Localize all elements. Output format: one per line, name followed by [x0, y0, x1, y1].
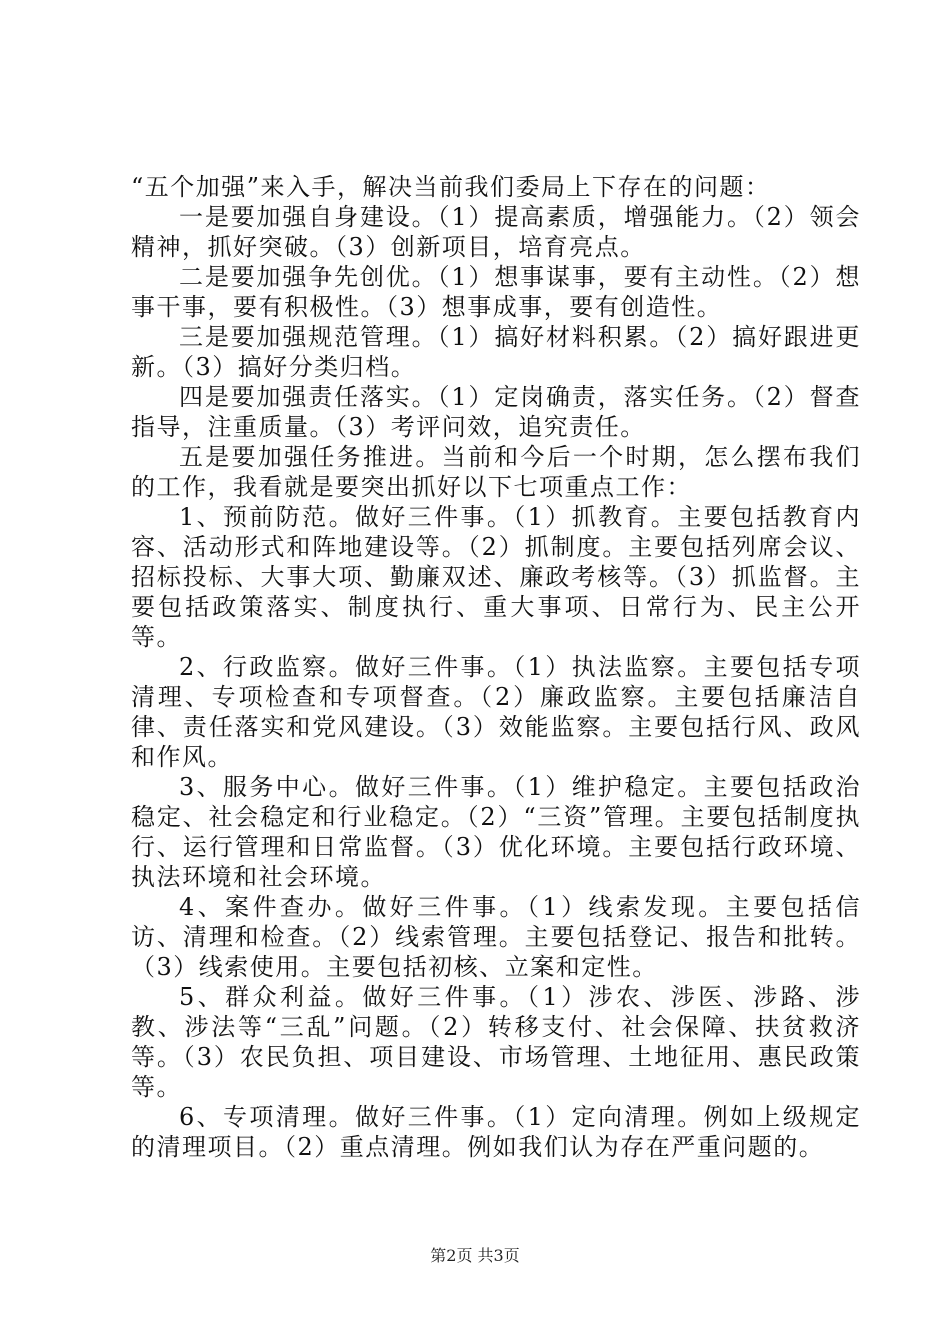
paragraph: 5、群众利益。做好三件事。（1）涉农、涉医、涉路、涉教、涉法等“三乱”问题。（2）转移支付、社会保障、扶贫救济等。（3）农民负担、项目建设、市场管理、土地征用、惠民政策等。 — [131, 983, 861, 1101]
paragraph: 3、服务中心。做好三件事。（1）维护稳定。主要包括政治稳定、社会稳定和行业稳定。（2）“三资”管理。主要包括制度执行、运行管理和日常监督。（3）优化环境。主要包括行政环境、执法环境和社会环境。 — [131, 773, 861, 891]
paragraph: 4、案件查办。做好三件事。（1）线索发现。主要包括信访、清理和检查。（2）线索管理。主要包括登记、报告和批转。（3）线索使用。主要包括初核、立案和定性。 — [131, 893, 861, 981]
paragraph: 2、行政监察。做好三件事。（1）执法监察。主要包括专项清理、专项检查和专项督查。（2）廉政监察。主要包括廉洁自律、责任落实和党风建设。（3）效能监察。主要包括行风、政风和作风。 — [131, 653, 861, 771]
page-footer: 第2页 共3页 — [430, 1246, 520, 1265]
paragraph: 1、预前防范。做好三件事。（1）抓教育。主要包括教育内容、活动形式和阵地建设等。（2）抓制度。主要包括列席会议、招标投标、大事大项、勤廉双述、廉政考核等。（3）抓监督。主要包括政策落实、制度执行、重大事项、日常行为、民主公开等。 — [131, 503, 861, 651]
paragraph: 四是要加强责任落实。（1）定岗确责，落实任务。（2）督查指导，注重质量。（3）考评问效，追究责任。 — [131, 383, 861, 441]
paragraph: 6、专项清理。做好三件事。（1）定向清理。例如上级规定的清理项目。（2）重点清理。例如我们认为存在严重问题的。 — [131, 1103, 861, 1161]
paragraph: 二是要加强争先创优。（1）想事谋事，要有主动性。（2）想事干事，要有积极性。（3）想事成事，要有创造性。 — [131, 263, 861, 321]
paragraph: “五个加强”来入手，解决当前我们委局上下存在的问题： — [131, 173, 771, 201]
paragraph: 一是要加强自身建设。（1）提高素质，增强能力。（2）领会精神，抓好突破。（3）创新项目，培育亮点。 — [131, 203, 861, 261]
paragraph: 三是要加强规范管理。（1）搞好材料积累。（2）搞好跟进更新。（3）搞好分类归档。 — [131, 323, 861, 381]
document-body — [131, 172, 861, 1162]
paragraph: 五是要加强任务推进。当前和今后一个时期，怎么摆布我们的工作，我看就是要突出抓好以下七项重点工作： — [131, 443, 861, 501]
